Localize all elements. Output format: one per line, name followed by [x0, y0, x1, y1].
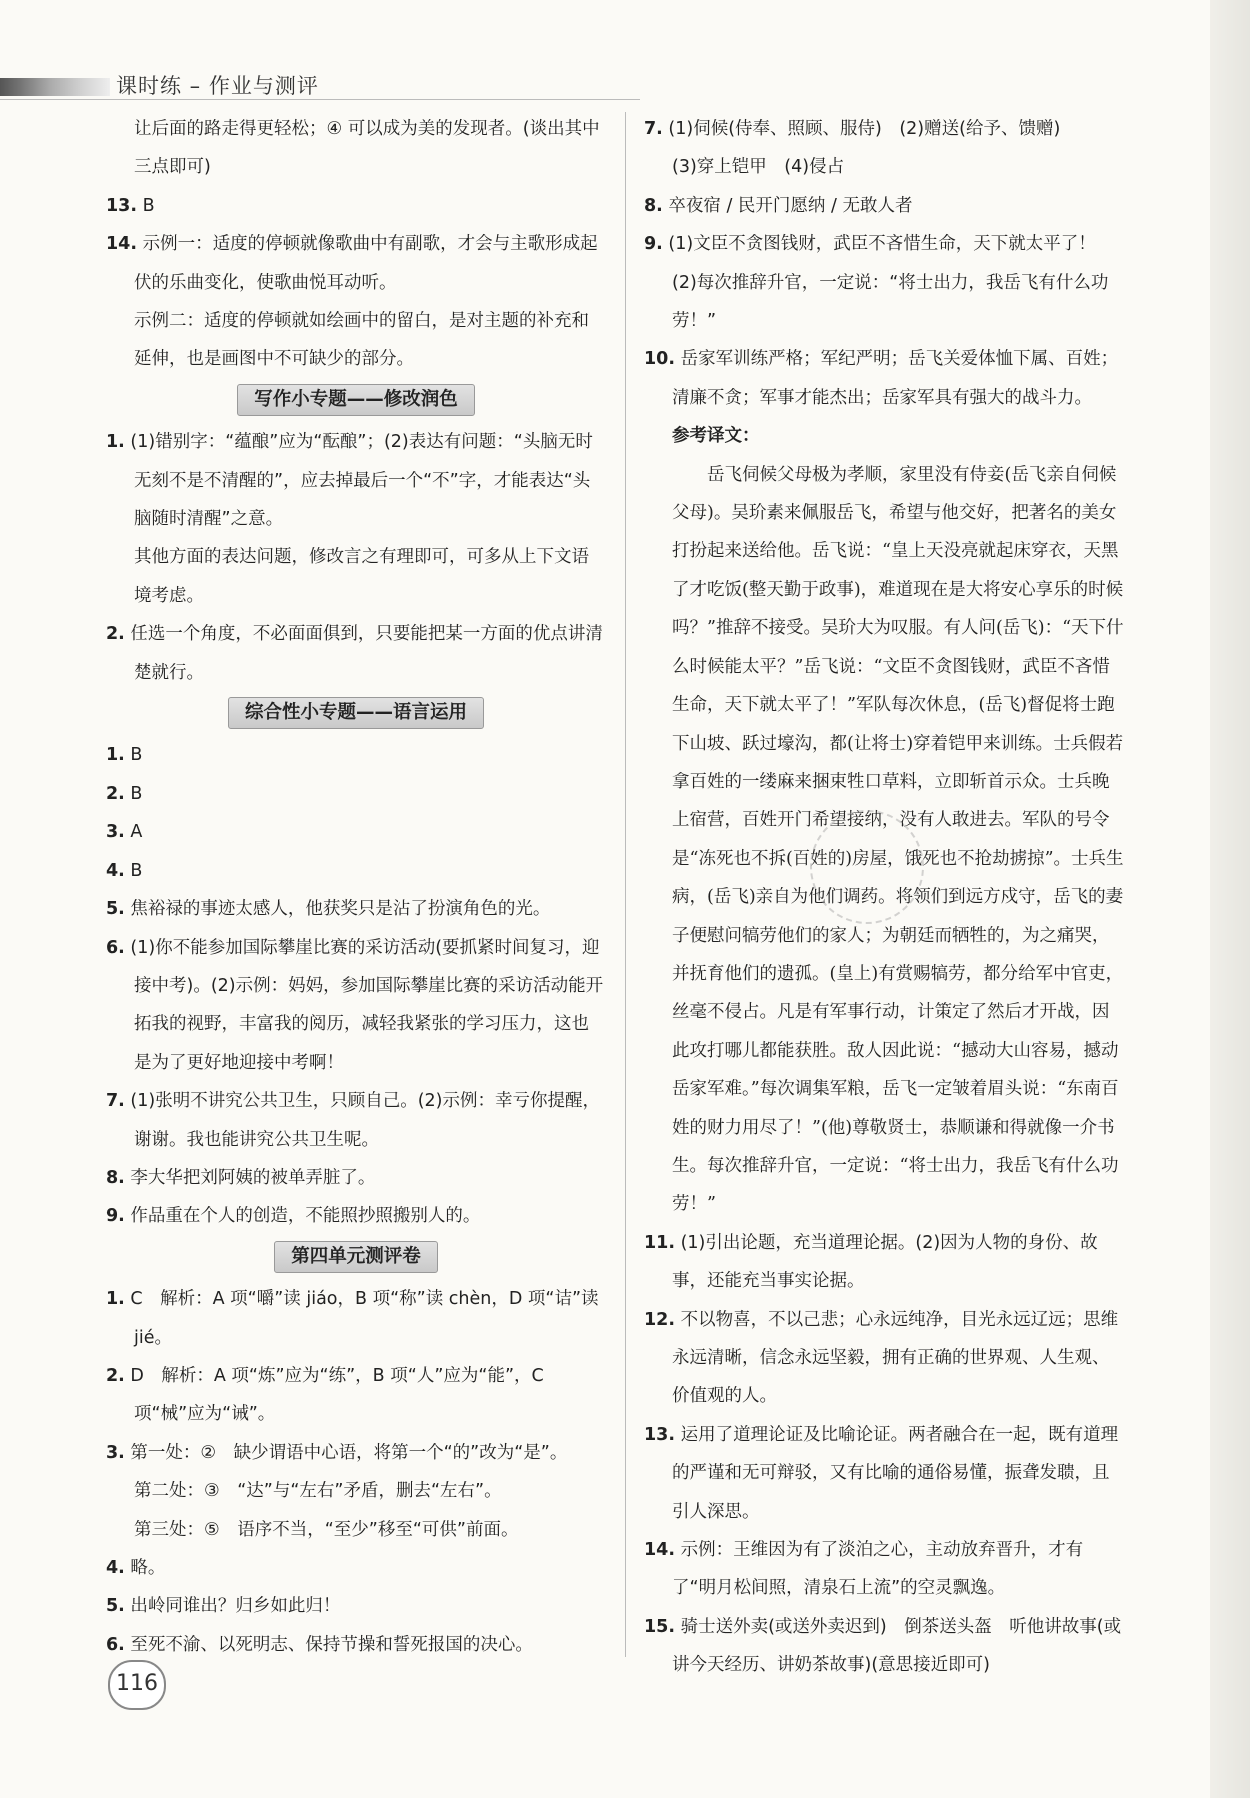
answer-item [644, 1224, 1124, 1301]
answer-item [106, 890, 606, 928]
answer-number: 3. [106, 822, 125, 843]
answer-text: B [130, 745, 143, 766]
answer-number: 11. [644, 1232, 676, 1253]
answer-item [644, 1608, 1124, 1685]
section-heading-label: 写作小专题——修改润色 [237, 384, 475, 416]
answer-item [644, 110, 1124, 148]
answer-text: 示例：王维因为有了淡泊之心，主动放弃晋升，才有了“明月松间照，清泉石上流”的空灵飘逸。 [672, 1540, 1084, 1599]
answer-text: (3)穿上铠甲 (4)侵占 [672, 157, 845, 178]
page-number: 116 [108, 1660, 166, 1710]
answer-text: 第二处：③ “达”与“左右”矛盾，删去“左右”。 [134, 1481, 502, 1502]
answer-item [106, 1159, 606, 1197]
answer-number: 5. [106, 1596, 125, 1617]
answer-number: 1. [106, 745, 125, 766]
answer-number: 7. [106, 1091, 125, 1112]
answer-text: (1)错别字：“蕴酿”应为“酝酿”；(2)表达有问题：“头脑无时无刻不是不清醒的”，应去掉最后一个“不”字，才能表达“头脑随时清醒”之意。 [130, 432, 593, 530]
answer-number: 13. [644, 1424, 676, 1445]
answer-number: 8. [644, 195, 663, 216]
answer-text: (1)引出论题，充当道理论据。(2)因为人物的身份、故事，还能充当事实论据。 [672, 1232, 1098, 1292]
answer-item [644, 1301, 1124, 1416]
answer-item [106, 302, 606, 379]
answer-item [106, 775, 606, 813]
answer-text: 任选一个角度，不必面面俱到，只要能把某一方面的优点讲清楚就行。 [130, 624, 603, 683]
answer-text: (1)张明不讲究公共卫生，只顾自己。(2)示例：幸亏你提醒，谢谢。我也能讲究公共卫生呢。 [130, 1091, 600, 1150]
answer-item [106, 852, 606, 890]
answer-number: 14. [106, 234, 138, 255]
answer-number: 9. [644, 234, 663, 255]
answer-item [106, 1280, 606, 1357]
answer-item [106, 538, 606, 615]
answer-text: B [130, 783, 143, 804]
answer-text: 出岭同谁出？归乡如此归！ [130, 1596, 341, 1617]
answer-number: 2. [106, 1365, 125, 1386]
answer-item [644, 340, 1124, 417]
answer-text: B [130, 860, 143, 881]
answer-item [106, 187, 606, 225]
answer-text: 岳家军训练严格；军纪严明；岳飞关爱体恤下属、百姓；清廉不贪；军事才能杰出；岳家军具有强大的战斗力。 [672, 349, 1119, 408]
answer-item [644, 148, 1124, 186]
answer-number: 1. [106, 1289, 125, 1310]
answer-text: D 解析：A 项“炼”应为“练”，B 项“人”应为“能”，C 项“械”应为“诫”。 [130, 1365, 544, 1425]
answer-text: 示例二：适度的停顿就如绘画中的留白，是对主题的补充和延伸，也是画图中不可缺少的部分。 [134, 311, 589, 370]
answer-number: 9. [106, 1206, 125, 1227]
answer-item [106, 225, 606, 302]
page-header [0, 70, 640, 100]
section-heading [106, 1238, 606, 1276]
answer-number: 8. [106, 1167, 125, 1188]
answer-number: 6. [106, 937, 125, 958]
header-rule [0, 99, 640, 100]
answer-item [106, 1549, 606, 1587]
answer-text: C 解析：A 项“嚼”读 jiáo，B 项“称”读 chèn，D 项“诘”读 jié。 [130, 1289, 599, 1348]
column-divider [625, 112, 626, 1657]
left-column [106, 110, 606, 1664]
answer-text: (2)每次推辞升官，一定说：“将士出力，我岳飞有什么功劳！” [672, 272, 1109, 332]
answer-number: 2. [106, 624, 125, 645]
answer-number: 2. [106, 783, 125, 804]
section-heading-label: 综合性小专题——语言运用 [228, 697, 484, 729]
answer-item [644, 1416, 1124, 1531]
answer-item [106, 615, 606, 692]
answer-text: B [142, 195, 155, 216]
answer-text: 运用了道理论证及比喻论证。两者融合在一起，既有道理的严谨和无可辩驳，又有比喻的通俗易懂，振聋发聩，且引人深思。 [672, 1424, 1119, 1522]
answer-item [106, 929, 606, 1083]
answer-item [106, 1587, 606, 1625]
answer-text: 李大华把刘阿姨的被单弄脏了。 [130, 1167, 376, 1188]
answer-text: 示例一：适度的停顿就像歌曲中有副歌，才会与主歌形成起伏的乐曲变化，使歌曲悦耳动听。 [134, 234, 598, 293]
answer-text: 焦裕禄的事迹太感人，他获奖只是沾了扮演角色的光。 [130, 899, 551, 920]
answer-item [644, 264, 1124, 341]
answer-item [106, 110, 606, 187]
answer-item [644, 1531, 1124, 1608]
header-gradient-bar [0, 78, 110, 96]
answer-number: 12. [644, 1309, 676, 1330]
answer-item [644, 225, 1124, 263]
answer-text: 第三处：⑤ 语序不当，“至少”移至“可供”前面。 [134, 1519, 519, 1540]
answer-item [106, 423, 606, 538]
section-heading [106, 694, 606, 732]
answer-item [644, 187, 1124, 225]
answer-text: 略。 [130, 1557, 166, 1578]
answer-text: A [130, 822, 143, 843]
reference-translation-text: 岳飞伺候父母极为孝顺，家里没有侍妾(岳飞亲自伺候父母)。吴玠素来佩服岳飞，希望与他交好，把著名的美女打扮起来送给他。岳飞说：“皇上天没亮就起床穿衣，天黑了才吃饭(整天勤于政事)，难道现在是大将安心享乐的时候吗？”推辞不接受。吴玠大为叹服。有人问(岳飞)：“天下什么时候能太平？”岳飞说：“文臣不贪图钱财，武臣不吝惜生命，天下就太平了！”军队每次休息，(岳飞)督促将士跑下山坡、跃过壕沟，都(让将士)穿着铠甲来训练。士兵假若拿百姓的一缕麻来捆束牲口草料，立即斩首示众。士兵晚上宿营，百姓开门希望接纳，没有人敢进去。军队的号令是“冻死也不拆(百姓的)房屋，饿死也不抢劫掳掠”。士兵生病，(岳飞)亲自为他们调药。将领们到远方戍守，岳飞的妻子便慰问犒劳他们的家人；为朝廷而牺牲的，为之痛哭，并抚育他们的遗孤。(皇上)有赏赐犒劳，都分给军中官吏，丝毫不侵占。凡是有军事行动，计策定了然后才开战，因此攻打哪儿都能获胜。敌人因此说：“撼动大山容易，撼动岳家军难。”每次调集军粮，岳飞一定皱着眉头说：“东南百姓的财力用尽了！”(他)尊敬贤士，恭顺谦和得就像一介书生。每次推辞升官，一定说：“将士出力，我岳飞有什么功劳！” [672, 464, 1124, 1215]
answer-number: 6. [106, 1634, 125, 1655]
answer-item [106, 1511, 606, 1549]
answer-item [106, 1472, 606, 1510]
answer-number: 1. [106, 432, 125, 453]
answer-number: 15. [644, 1616, 676, 1637]
reference-translation-heading: 参考译文： [672, 426, 760, 447]
section-heading-label: 第四单元测评卷 [274, 1241, 438, 1273]
answer-number: 10. [644, 349, 676, 370]
answer-item [106, 1082, 606, 1159]
answer-text: 至死不渝、以死明志、保持节操和誓死报国的决心。 [130, 1634, 533, 1655]
answer-item [106, 1434, 606, 1472]
answer-item [106, 1357, 606, 1434]
answer-text: 让后面的路走得更轻松；④ 可以成为美的发现者。(谈出其中三点即可) [134, 119, 600, 178]
answer-number: 4. [106, 1557, 125, 1578]
answer-text: (1)文臣不贪图钱财，武臣不吝惜生命，天下就太平了！ [668, 234, 1096, 255]
answer-number: 4. [106, 860, 125, 881]
answer-text: (1)伺候(侍奉、照顾、服侍) (2)赠送(给予、馈赠) [668, 119, 1061, 139]
answer-text: 骑士送外卖(或送外卖迟到) 倒茶送头盔 听他讲故事(或讲今天经历、讲奶茶故事)(意思接近即可) [672, 1616, 1122, 1676]
torn-page-edge [1210, 0, 1250, 1798]
answer-item [106, 813, 606, 851]
answer-text: 第一处：② 缺少谓语中心语，将第一个“的”改为“是”。 [130, 1442, 568, 1463]
header-title: 课时练 – 作业与测评 [116, 74, 319, 98]
answer-number: 5. [106, 899, 125, 920]
answer-item [106, 736, 606, 774]
answer-number: 13. [106, 195, 138, 216]
answer-item [106, 1626, 606, 1664]
answer-text: 其他方面的表达问题，修改言之有理即可，可多从上下文语境考虑。 [134, 547, 589, 606]
section-heading [106, 381, 606, 419]
answer-number: 7. [644, 119, 663, 139]
answer-number: 3. [106, 1442, 125, 1463]
answer-text: 作品重在个人的创造，不能照抄照搬别人的。 [130, 1206, 481, 1227]
answer-number: 14. [644, 1540, 676, 1561]
answer-item [106, 1197, 606, 1235]
answer-text: 卒夜宿 / 民开门愿纳 / 无敢人者 [668, 195, 913, 216]
answer-text: 不以物喜，不以己悲；心永远纯净，目光永远辽远；思维永远清晰，信念永远坚毅，拥有正确的世界观、人生观、价值观的人。 [672, 1309, 1119, 1407]
answer-text: (1)你不能参加国际攀崖比赛的采访活动(要抓紧时间复习，迎接中考)。(2)示例：妈妈，参加国际攀崖比赛的采访活动能开拓我的视野，丰富我的阅历，减轻我紧张的学习压力，这也是为了更好地迎接中考啊！ [130, 937, 604, 1073]
